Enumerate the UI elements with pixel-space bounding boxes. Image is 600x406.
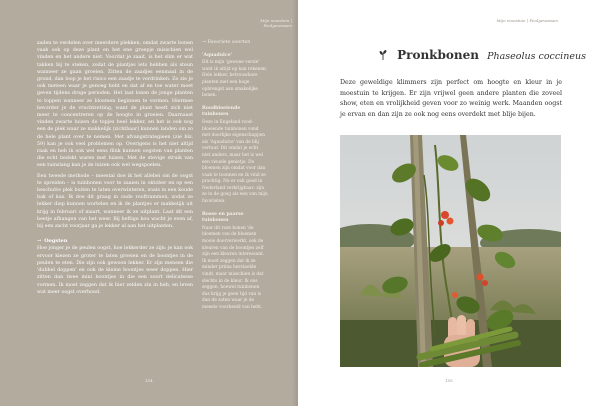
page-title: Pronkbonen <box>397 48 479 62</box>
sidebar-subheading-3: Rosse en paarse tuinbonen <box>202 211 244 224</box>
sidebar-heading: Favoriete soorten <box>207 40 251 45</box>
sidebar-subheading-1: 'Aquadulce' <box>202 52 232 58</box>
intro-paragraph: Deze geweldige klimmers zijn perfect om hoogte en kleur in je moestuin te krijgen. Er zijn vrijwel geen andere planten die zoveel show, eten en vrolijkheid geven voor zo weinig werk. Maanden oogst je ervan en dan zijn ze ook nog eens overdekt met blije bijen. <box>340 79 562 118</box>
running-header-right: Mijn moestuin | Peulgewassen <box>496 18 558 23</box>
paragraph-2: Een tweede methode – meestal doe ik het allebei om de oogst te spreiden – is tuinbonen voor te zaaien in oktober en op een beschutte plek buiten te laten overwinteren, zoals in een koude bak of kas. Ik doe dit graag in oude rooftrammen, zodat ze lekker diep kunnen wortelen en ik de plantjes er makkelijk uit krijg in februari of maart, wanneer ik ze uitplant. Laat dit een beetje afhangen van het weer. Bij heftige kou wacht je even af, bij een zacht voorjaar ga je lekker al aan het uitplanten. <box>37 173 193 230</box>
oogsten-paragraph: Hoe jonger je de peulen oogst, hoe lekkerder ze zijn: je kan ook ervoor kiezen ze groter te laten groeien en de boontjes in de peulen te eten. Die zijn ook gewoon lekker. Er zijn mensen die 'dubbel doppen' en ook de kleine boontjes weer doppen. Hier zitten dan twee mini boontjes in die een soort delicatesse vormen. Ik moet zeggen dat ik hier zelden zin in heb, en leven wat meer oogst overhoud. <box>37 246 193 295</box>
main-text-column <box>37 40 193 299</box>
photo-illustration <box>340 135 561 367</box>
sidebar-subheading-2: Roodbloeiende tuinbonen <box>202 105 241 118</box>
sidebar-text-2: Deze in Engeland rood-bloeiende tuinbonen vond met doorlijke eigenschappen als 'Aquadulce' van de blij vertuur. Dit omdat je echt niet anders, maar het is wel een visuele genietje. De bloemen zijn omdat voor dan vaak te toonnen en ik vind ze prachtig. Nu er ook goed in Nederland verkrijgbaar: zijn ze in de goog als een van mijn favorieten. <box>202 119 268 205</box>
running-header-left: Mijn moestuin | Peulgewassen <box>260 18 292 28</box>
arrow-right-icon: → <box>37 238 42 245</box>
latin-name: Phaseolus coccineus <box>487 51 586 62</box>
oogsten-heading: Oogsten <box>44 238 68 245</box>
arrow-right-icon: → <box>202 40 207 45</box>
page-number-left: 154 <box>145 378 153 383</box>
sidebar-heading-row <box>202 40 268 47</box>
sidebar-text-3: Naar dit roze bonen 'de bloemen van de bloemen mooie doorverwerkt, ook de kleuren van de boontjes zelf zijn een kleuren interessant. Ik moet zeggen dat ik ze minder prima herstaelde vindt, maar misschien is dat slechts in de kleur. Ik ons zeggen, hoewel tuinbonen dus krijg je geen tijd van is dan de zaten waar je de meeste voorbeeld van hebt. <box>202 225 265 310</box>
page-number-right: 155 <box>445 378 453 383</box>
paragraph-1: zaden te verdelen over meerdere plekken, omdat zwarte bonen vaak ook op deze plant en het ene groepje misschien wel vinden en het andere niet. Voordat je zaait, is het slim er wat takken bij te steken, zodat de plantjes iets hebben als steun wanneer ze gaan groeien. Zitten de zaadjes eenmaal in de grond, dan loop je het risico een zaadje te verdrinken. Zo zie je ook meteen waar je genoeg hebt en dat af en toe water moet geven tijdens droge perioden. Het laat lonen de jonge planten te toppen wanneer ze bloemen beginnen te vormen. Hiermee bevorder je de vruchtzetting, want de plant heeft zich niet meer te concentreren op de hoogte in groeien. Daarnaast vinden zwarte luizen de topjes heel lekker, en het is ook nog een de plek waar ze makkelijk (zichtbaar) kunnen landen om zo de hele plant over te nemen. Met afvangstrategieen (zie blz. 59) kan je ook veel problemen op. Overigens is het niet altijd raak en heb ik ook wel eens flink kunnen oogsten van planten die echt bedekt waren met luizen. Met de stevige struik van een tuinslang kan je de luizen ook wel wegspoelen. <box>37 41 193 169</box>
runner-bean-photo <box>340 135 561 367</box>
bean-plant-icon <box>378 50 388 60</box>
left-page <box>0 0 298 406</box>
sidebar-column <box>202 40 268 315</box>
oogsten-heading-row <box>37 238 193 245</box>
title-row <box>378 44 586 63</box>
sidebar-text-1: Dit is mijn 'gewone versie' want ik altijd op kan rekenen. Hele lekker, betrouwbare planten met een hoge opbrengst aan smakelijke bonen. <box>202 60 268 99</box>
